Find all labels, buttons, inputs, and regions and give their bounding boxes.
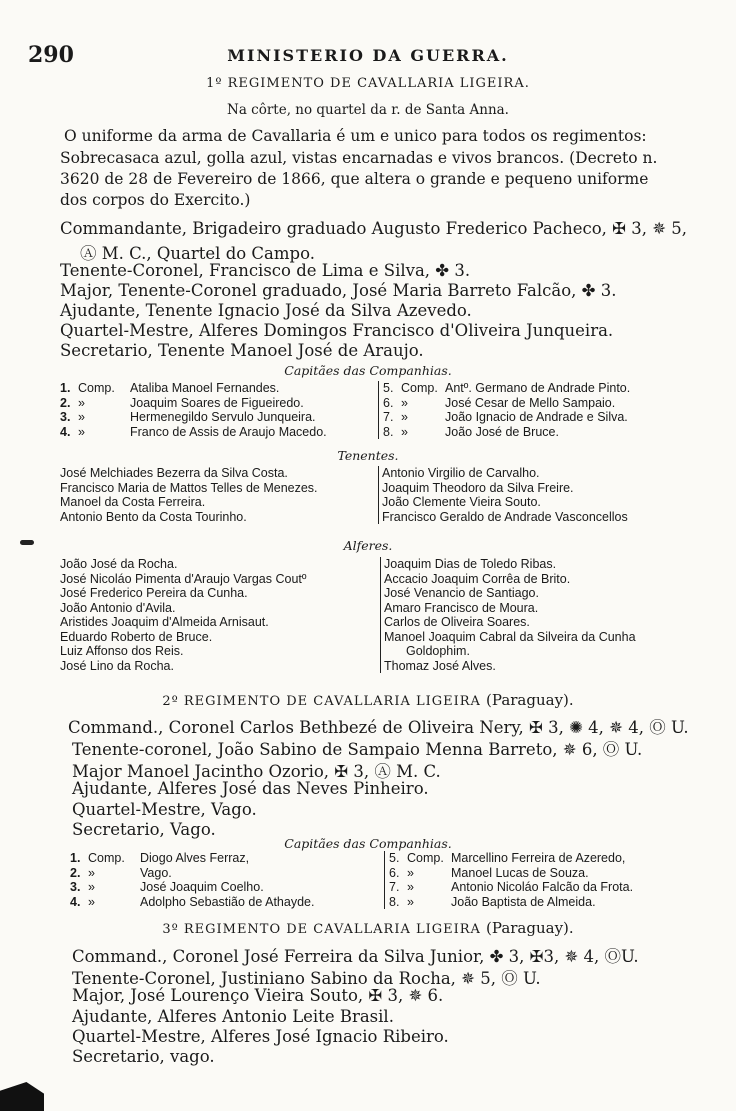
reg2-staff-command: Command., Coronel Carlos Bethbezé de Oliveira Nery, ✠ 3, ✺ 4, ✵ 4, Ⓞ U. [68, 718, 689, 737]
reg1-alferes-left [60, 557, 378, 673]
page-number: 290 [28, 42, 74, 68]
list-item: Francisco Geraldo de Andrade Vasconcellos [382, 509, 628, 524]
reg1-staff-commandante-cont: Ⓐ M. C., Quartel do Campo. [80, 244, 315, 263]
list-item: João Antonio d'Avila. [60, 600, 176, 615]
reg3-staff-secretario: Secretario, vago. [72, 1047, 215, 1066]
reg1-staff-commandante: Commandante, Brigadeiro graduado Augusto Frederico Pacheco, ✠ 3, ✵ 5, [60, 219, 688, 238]
list-item: 6. » Manoel Lucas de Souza. [389, 865, 589, 880]
reg3-title-paren: (Paraguay). [486, 919, 574, 937]
reg1-capitaes-right [378, 381, 723, 439]
list-item: 6. » José Cesar de Mello Sampaio. [383, 395, 616, 410]
reg2-title-main: 2º REGIMENTO DE CAVALLARIA LIGEIRA [162, 694, 481, 709]
reg3-title-main: 3º REGIMENTO DE CAVALLARIA LIGEIRA [162, 922, 481, 937]
reg2-staff-tenente-coronel: Tenente-coronel, João Sabino de Sampaio Menna Barreto, ✵ 6, Ⓞ U. [72, 740, 643, 759]
reg1-tenentes-heading: Tenentes. [337, 448, 399, 463]
reg1-location: Na côrte, no quartel da r. de Santa Anna. [227, 102, 509, 118]
list-item: 5. Comp. Antº. Germano de Andrade Pinto. [383, 381, 631, 395]
list-item: 2. » Joaquim Soares de Figueiredo. [60, 395, 304, 410]
list-item: José Frederico Pereira da Cunha. [60, 586, 248, 600]
list-item: Luiz Affonso dos Reis. [60, 644, 184, 658]
reg1-tenentes-left [60, 466, 378, 524]
reg1-staff-quartel-mestre: Quartel-Mestre, Alferes Domingos Francisco d'Oliveira Junqueira. [60, 321, 614, 340]
list-item: Goldophim. [406, 644, 470, 658]
list-item: 8. » João José de Bruce. [383, 424, 559, 439]
reg2-title-paren: (Paraguay). [486, 691, 574, 709]
page-header [0, 42, 736, 68]
reg1-alferes-right [380, 557, 724, 673]
list-item: Antonio Bento da Costa Tourinho. [60, 509, 247, 524]
reg3-staff-quartel-mestre: Quartel-Mestre, Alferes José Ignacio Ribeiro. [72, 1027, 449, 1046]
reg3-staff-major: Major, José Lourenço Vieira Souto, ✠ 3, ✵ 6. [72, 986, 444, 1005]
list-item: Thomaz José Alves. [384, 658, 496, 673]
reg1-capitaes-heading: Capitães das Companhias. [284, 363, 452, 378]
reg2-title [0, 690, 736, 709]
list-item: Aristides Joaquim d'Almeida Arnisaut. [60, 615, 269, 629]
list-item: João Clemente Vieira Souto. [382, 495, 541, 509]
reg1-staff-ajudante: Ajudante, Tenente Ignacio José da Silva Azevedo. [60, 301, 472, 320]
reg1-tenentes-right [378, 466, 727, 524]
list-item: Eduardo Roberto de Bruce. [60, 629, 213, 644]
list-item: Accacio Joaquim Corrêa de Brito. [384, 571, 571, 586]
page-title: MINISTERIO DA GUERRA. [227, 46, 509, 65]
list-item: Amaro Francisco de Moura. [384, 600, 539, 615]
list-item: 3. » Hermenegildo Servulo Junqueira. [60, 410, 316, 424]
list-item: José Lino da Rocha. [60, 658, 174, 673]
list-item: José Venancio de Santiago. [384, 586, 539, 600]
list-item: Francisco Maria de Mattos Telles de Menezes. [60, 480, 318, 495]
reg1-intro-1: O uniforme da arma de Cavallaria é um e unico para todos os regimentos: [64, 127, 647, 145]
list-item: 7. » João Ignacio de Andrade e Silva. [383, 410, 628, 424]
reg2-capitaes-heading: Capitães das Companhias. [284, 836, 452, 851]
list-item: Manoel Joaquim Cabral da Silveira da Cunha [384, 629, 636, 644]
list-item: 5. Comp. Marcellino Ferreira de Azeredo, [389, 851, 626, 865]
reg1-alferes-heading: Alferes. [343, 538, 393, 553]
list-item: Carlos de Oliveira Soares. [384, 615, 530, 629]
reg2-staff-major: Major Manoel Jacintho Ozorio, ✠ 3, Ⓐ M. C. [72, 762, 441, 781]
scan-smudge [0, 1082, 44, 1111]
scan-mark [20, 540, 34, 545]
reg2-staff-ajudante: Ajudante, Alferes José das Neves Pinheiro. [72, 779, 429, 798]
reg3-staff-tenente-coronel: Tenente-Coronel, Justiniano Sabino da Rocha, ✵ 5, Ⓞ U. [72, 969, 541, 988]
list-item: 1. Comp. Diogo Alves Ferraz, [70, 851, 250, 865]
list-item: 7. » Antonio Nicoláo Falcão da Frota. [389, 880, 634, 894]
reg1-staff-secretario: Secretario, Tenente Manoel José de Araujo. [60, 341, 424, 360]
reg2-capitaes-left [70, 851, 384, 909]
list-item: 1. Comp. Ataliba Manoel Fernandes. [60, 381, 280, 395]
reg1-staff-tenente-coronel: Tenente-Coronel, Francisco de Lima e Silva, ✤ 3. [60, 261, 471, 280]
list-item: José Melchiades Bezerra da Silva Costa. [60, 466, 288, 480]
reg1-intro-2: Sobrecasaca azul, golla azul, vistas encarnadas e vivos brancos. (Decreto n. [60, 149, 658, 167]
list-item: Antonio Virgilio de Carvalho. [382, 466, 540, 480]
list-item: 2. » Vago. [70, 865, 172, 880]
reg1-capitaes-left [60, 381, 378, 439]
reg2-staff-secretario: Secretario, Vago. [72, 820, 216, 839]
reg1-intro-3: 3620 de 28 de Fevereiro de 1866, que altera o grande e pequeno uniforme [60, 170, 649, 188]
list-item: 3. » José Joaquim Coelho. [70, 880, 264, 894]
list-item: 4. » Adolpho Sebastião de Athayde. [70, 894, 315, 909]
reg3-staff-ajudante: Ajudante, Alferes Antonio Leite Brasil. [72, 1007, 394, 1026]
list-item: João José da Rocha. [60, 557, 178, 571]
list-item: 4. » Franco de Assis de Araujo Macedo. [60, 424, 327, 439]
reg1-intro-4: dos corpos do Exercito.) [60, 191, 251, 209]
reg2-capitaes-right [384, 851, 723, 909]
list-item: José Nicoláo Pimenta d'Araujo Vargas Coutº [60, 571, 307, 586]
reg2-staff-quartel-mestre: Quartel-Mestre, Vago. [72, 800, 257, 819]
reg1-title: 1º REGIMENTO DE CAVALLARIA LIGEIRA. [206, 76, 530, 91]
list-item: Joaquim Dias de Toledo Ribas. [384, 557, 557, 571]
reg1-staff-major: Major, Tenente-Coronel graduado, José Maria Barreto Falcão, ✤ 3. [60, 281, 617, 300]
list-item: Joaquim Theodoro da Silva Freire. [382, 480, 574, 495]
reg3-staff-command: Command., Coronel José Ferreira da Silva Junior, ✤ 3, ✠3, ✵ 4, ⓄU. [72, 947, 639, 966]
reg3-title [0, 918, 736, 937]
list-item: Manoel da Costa Ferreira. [60, 495, 206, 509]
list-item: 8. » João Baptista de Almeida. [389, 894, 596, 909]
